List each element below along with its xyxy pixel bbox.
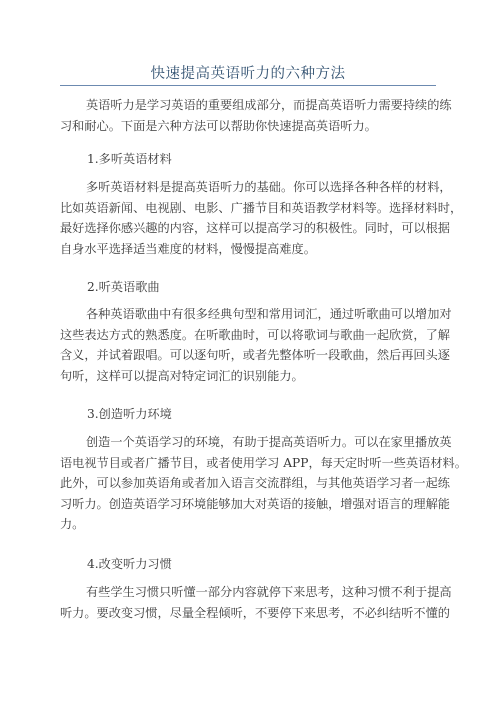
section-paragraph-4 [60, 582, 452, 623]
paragraph-line: 听力。要改变习惯，尽量全程倾听，不要停下来思考，不必纠结听不懂的 [60, 605, 450, 620]
document-title: 快速提高英语听力的六种方法 [150, 66, 346, 82]
paragraph-line: 习听力。创造英语学习环境能够加大对英语的接触，增强对语言的理解能 [60, 496, 450, 511]
paragraph-line: 创造一个英语学习的环境，有助于提高英语听力。可以在家里播放英 [86, 435, 452, 449]
paragraph-line: 英语听力是学习英语的重要组成部分，而提高英语听力需要持续的练 [86, 98, 452, 112]
section-paragraph-2 [60, 304, 452, 386]
section-paragraph-3 [60, 432, 467, 535]
paragraph-line: 含义，并试着跟唱。可以逐句听，或者先整体听一段歌曲，然后再回头逐 [60, 348, 450, 362]
section-heading-2: 2.听英语歌曲 [87, 280, 160, 294]
paragraph-line: 比如英语新闻、电视剧、电影、广播节目和英语教学材料等。选择材料时， [60, 200, 463, 215]
paragraph-line: 各种英语歌曲中有很多经典句型和常用词汇，通过听歌曲可以增加对 [86, 307, 452, 321]
section-paragraph-1 [60, 177, 463, 259]
paragraph-line: 多听英语材料是提高英语听力的基础。你可以选择各种各样的材料， [86, 180, 452, 194]
paragraph-line: 力。 [60, 517, 85, 531]
paragraph-line: 语电视节目或者广播节目，或者使用学习 APP，每天定时听一些英语材料。 [60, 455, 467, 470]
section-heading-3: 3.创造听力环境 [87, 407, 172, 421]
intro-paragraph [60, 95, 452, 136]
title-underline [60, 85, 436, 86]
paragraph-line: 习和耐心。下面是六种方法可以帮助你快速提高英语听力。 [60, 118, 377, 133]
paragraph-line: 句听，这样可以提高对特定词汇的识别能力。 [60, 368, 304, 383]
paragraph-line: 自身水平选择适当难度的材料，慢慢提高难度。 [60, 241, 316, 256]
section-heading-1: 1.多听英语材料 [87, 152, 172, 166]
paragraph-line: 此外，可以参加英语角或者加入语言交流群组，与其他英语学习者一起练 [60, 476, 450, 490]
paragraph-line: 这些表达方式的熟悉度。在听歌曲时，可以将歌词与歌曲一起欣赏，了解 [60, 327, 450, 342]
paragraph-line: 最好选择你感兴趣的内容，这样可以提高学习的积极性。同时，可以根据 [60, 221, 450, 235]
paragraph-line: 有些学生习惯只听懂一部分内容就停下来思考，这种习惯不利于提高 [86, 585, 452, 599]
section-heading-4: 4.改变听力习惯 [87, 557, 172, 571]
